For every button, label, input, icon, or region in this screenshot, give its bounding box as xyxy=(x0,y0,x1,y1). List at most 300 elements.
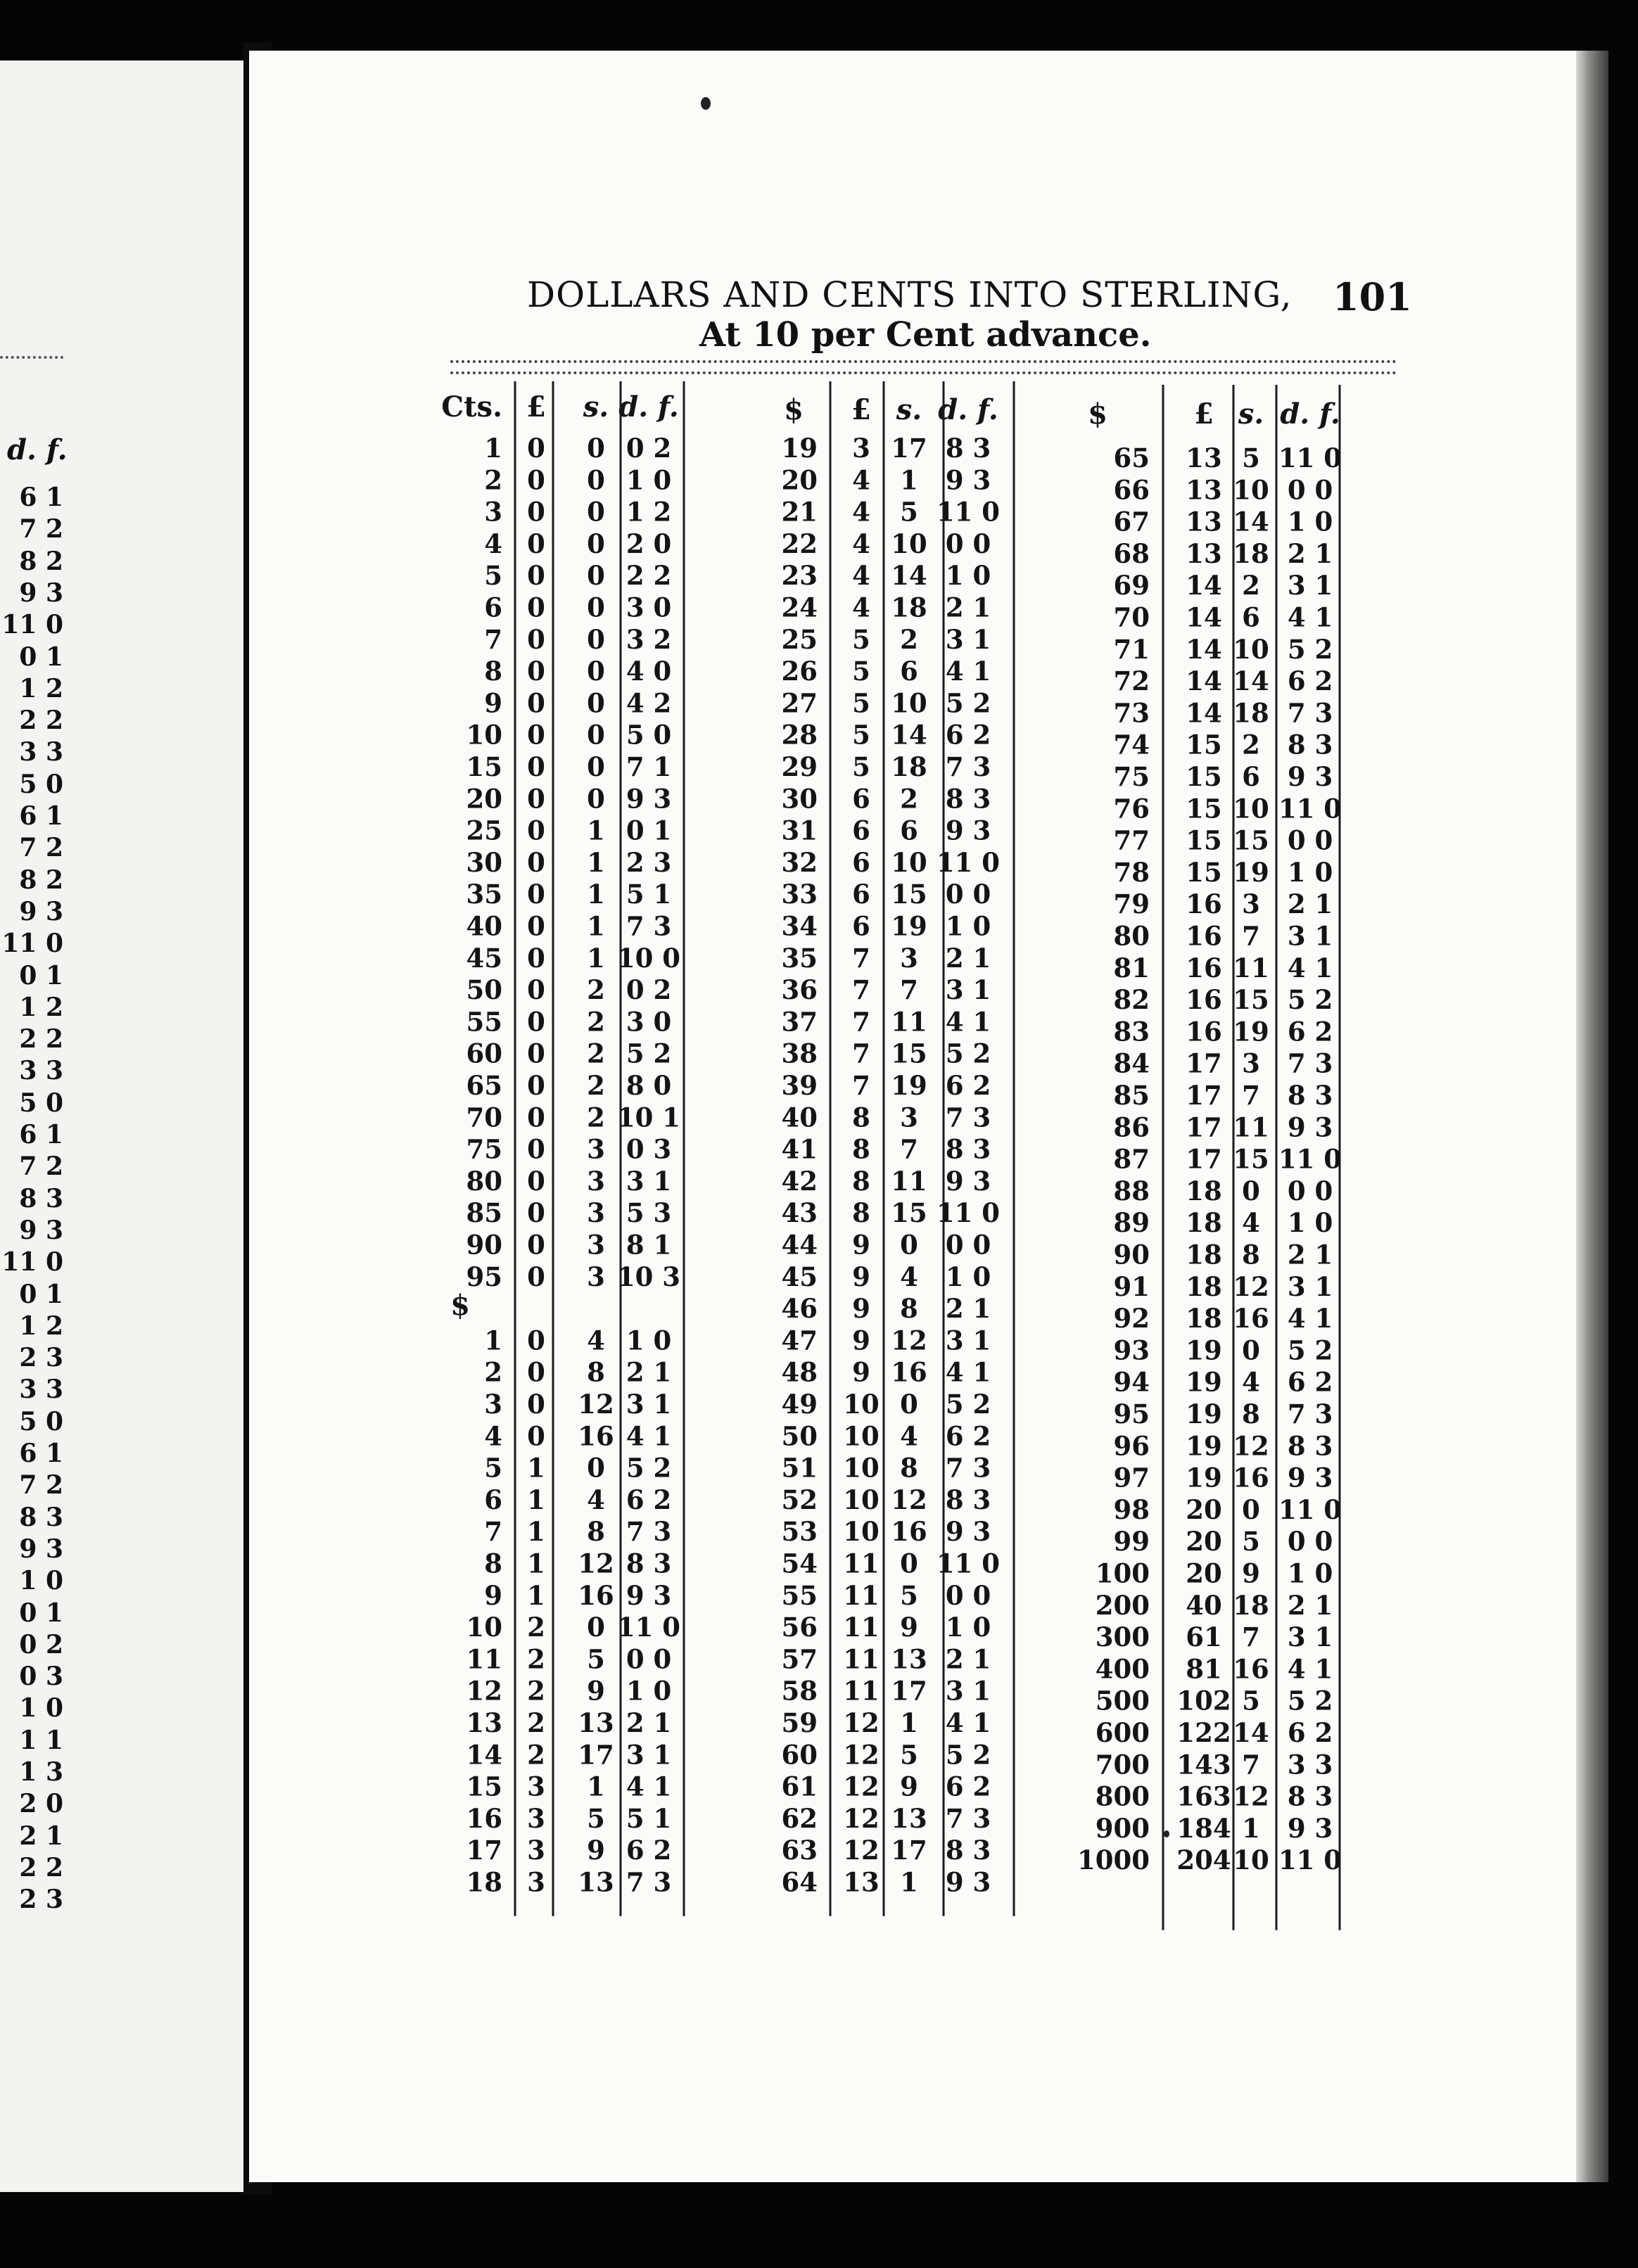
pounds-cell: 19 xyxy=(1186,1399,1222,1429)
shillings-cell: 2 xyxy=(587,1006,605,1038)
shillings-cell: 3 xyxy=(587,1229,605,1261)
left-value: 1 3 xyxy=(19,1757,63,1787)
pence-farthings-cell: 2 1 xyxy=(1287,537,1333,569)
amount-cell: 85 xyxy=(466,1197,502,1229)
shillings-cell: 7 xyxy=(1242,1622,1260,1653)
pence-farthings-cell: 11 0 xyxy=(936,1197,1001,1229)
left-value: 0 1 xyxy=(19,1598,63,1628)
shillings-cell: 5 xyxy=(1242,1526,1260,1557)
amount-cell: 42 xyxy=(781,1165,818,1197)
pence-farthings-cell: 9 3 xyxy=(626,783,672,815)
shillings-cell: 5 xyxy=(587,1643,605,1675)
pence-farthings-cell: 6 2 xyxy=(1287,1366,1333,1398)
pence-farthings-cell: 6 2 xyxy=(1287,1016,1333,1047)
pounds-cell: 1 xyxy=(527,1452,545,1484)
pence-farthings-cell: 11 0 xyxy=(1278,442,1342,473)
shillings-cell: 2 xyxy=(1242,729,1260,760)
pence-farthings-cell: 4 1 xyxy=(945,656,991,687)
shillings-cell: 9 xyxy=(900,1771,918,1802)
shillings-cell: 17 xyxy=(891,433,927,464)
pounds-cell: 14 xyxy=(1186,570,1222,601)
shillings-cell: 10 xyxy=(891,846,927,878)
pounds-cell: 0 xyxy=(527,942,545,974)
left-value: 0 3 xyxy=(19,1662,63,1692)
shillings-cell: 5 xyxy=(900,1579,918,1611)
amount-cell: 22 xyxy=(781,528,818,559)
amount-cell: 73 xyxy=(1113,697,1150,729)
amount-cell: 39 xyxy=(781,1070,818,1101)
pounds-cell: 0 xyxy=(527,464,545,496)
left-value: 0 1 xyxy=(19,1279,63,1309)
pounds-cell: 19 xyxy=(1186,1430,1222,1462)
pounds-cell: 13 xyxy=(843,1866,880,1898)
pounds-cell: 4 xyxy=(852,496,870,528)
amount-cell: 76 xyxy=(1113,793,1150,824)
amount-cell: 68 xyxy=(1113,537,1150,569)
pence-farthings-cell: 0 0 xyxy=(945,1229,991,1261)
amount-cell: 15 xyxy=(466,751,502,782)
shillings-cell: 14 xyxy=(1233,665,1269,697)
shillings-cell: 7 xyxy=(1242,1080,1260,1111)
pence-farthings-cell: 3 1 xyxy=(626,1165,672,1197)
pence-farthings-cell: 0 0 xyxy=(1287,824,1333,856)
pence-farthings-cell: 7 3 xyxy=(626,1866,672,1898)
amount-cell: 9 xyxy=(484,1579,502,1611)
pounds-cell: 2 xyxy=(527,1643,545,1675)
left-value: 2 2 xyxy=(19,1852,63,1882)
shillings-cell: 15 xyxy=(1233,824,1269,856)
pounds-cell: 0 xyxy=(527,687,545,719)
amount-cell: 82 xyxy=(1113,984,1150,1016)
amount-cell: 78 xyxy=(1113,856,1150,888)
shillings-cell: 16 xyxy=(891,1516,927,1548)
header-shillings: s. xyxy=(896,393,922,426)
shillings-cell: 8 xyxy=(587,1356,605,1388)
amount-cell: 6 xyxy=(484,592,502,623)
pence-farthings-cell: 4 1 xyxy=(626,1771,672,1802)
pence-farthings-cell: 4 1 xyxy=(945,1707,991,1738)
left-value: 6 1 xyxy=(19,801,63,831)
pence-farthings-cell: 11 0 xyxy=(1278,793,1342,824)
pence-farthings-cell: 5 2 xyxy=(945,687,991,719)
dotted-rule xyxy=(0,356,63,359)
pounds-cell: 0 xyxy=(527,910,545,942)
pounds-cell: 17 xyxy=(1186,1143,1222,1175)
amount-cell: 8 xyxy=(484,1548,502,1579)
pounds-cell: 2 xyxy=(527,1739,545,1771)
pence-farthings-cell: 3 0 xyxy=(626,1006,672,1038)
pence-farthings-cell: 5 2 xyxy=(1287,1685,1333,1716)
pence-farthings-cell: 7 3 xyxy=(945,1102,991,1133)
shillings-cell: 0 xyxy=(587,1612,605,1643)
amount-cell: 32 xyxy=(781,846,818,878)
table-subtitle: At 10 per Cent advance. xyxy=(699,315,1152,355)
amount-cell: 69 xyxy=(1113,570,1150,601)
left-value: 2 2 xyxy=(19,1024,63,1055)
pounds-cell: 14 xyxy=(1186,633,1222,665)
left-value: 6 1 xyxy=(19,1120,63,1149)
pence-farthings-cell: 9 3 xyxy=(1287,1462,1333,1493)
left-value: 9 3 xyxy=(19,896,63,926)
shillings-cell: 1 xyxy=(900,464,918,496)
shillings-cell: 16 xyxy=(1233,1653,1269,1685)
amount-cell: 7 xyxy=(484,623,502,655)
pounds-cell: 0 xyxy=(527,1325,545,1356)
pence-farthings-cell: 7 1 xyxy=(626,751,672,782)
pounds-cell: 17 xyxy=(1186,1080,1222,1111)
left-value: 0 2 xyxy=(19,1629,63,1659)
amount-cell: 33 xyxy=(781,879,818,910)
amount-cell: 1000 xyxy=(1077,1845,1150,1876)
amount-cell: 200 xyxy=(1095,1589,1150,1621)
pence-farthings-cell: 11 0 xyxy=(616,1612,681,1643)
pence-farthings-cell: 4 1 xyxy=(945,1006,991,1038)
left-value: 1 1 xyxy=(19,1725,63,1755)
pence-farthings-cell: 6 2 xyxy=(945,1420,991,1452)
pounds-cell: 1 xyxy=(527,1579,545,1611)
shillings-cell: 19 xyxy=(1233,856,1269,888)
amount-cell: 24 xyxy=(781,592,818,623)
shillings-cell: 7 xyxy=(1242,920,1260,952)
amount-cell: 45 xyxy=(781,1261,818,1292)
amount-cell: 50 xyxy=(466,974,502,1006)
shillings-cell: 19 xyxy=(1233,1016,1269,1047)
pounds-cell: 13 xyxy=(1186,442,1222,473)
amount-cell: 19 xyxy=(781,433,818,464)
shillings-cell: 0 xyxy=(900,1229,918,1261)
pence-farthings-cell: 1 0 xyxy=(626,1675,672,1707)
pence-farthings-cell: 8 3 xyxy=(945,1835,991,1866)
amount-cell: 98 xyxy=(1113,1493,1150,1525)
amount-cell: 27 xyxy=(781,687,818,719)
left-value: 1 2 xyxy=(19,1311,63,1341)
amount-cell: 75 xyxy=(1113,761,1150,792)
pence-farthings-cell: 11 0 xyxy=(1278,1143,1342,1175)
pence-farthings-cell: 1 0 xyxy=(945,1261,991,1292)
amount-cell: 70 xyxy=(1113,601,1150,633)
shillings-cell: 11 xyxy=(891,1006,927,1038)
shillings-cell: 10 xyxy=(891,528,927,559)
amount-cell: 93 xyxy=(1113,1334,1150,1366)
pounds-cell: 10 xyxy=(843,1452,880,1484)
shillings-cell: 2 xyxy=(587,1038,605,1069)
pence-farthings-cell: 2 1 xyxy=(1287,1239,1333,1270)
shillings-cell: 18 xyxy=(1233,537,1269,569)
shillings-cell: 1 xyxy=(587,910,605,942)
pence-farthings-cell: 9 3 xyxy=(945,464,991,496)
amount-cell: 800 xyxy=(1095,1780,1150,1812)
pounds-cell: 20 xyxy=(1186,1526,1222,1557)
pence-farthings-cell: 8 3 xyxy=(1287,1780,1333,1812)
pounds-cell: 14 xyxy=(1186,601,1222,633)
amount-cell: 31 xyxy=(781,815,818,846)
shillings-cell: 12 xyxy=(891,1325,927,1356)
pence-farthings-cell: 0 2 xyxy=(626,974,672,1006)
pence-farthings-cell: 0 0 xyxy=(626,1643,672,1675)
pence-farthings-cell: 7 3 xyxy=(945,1452,991,1484)
shillings-cell: 18 xyxy=(891,592,927,623)
pounds-cell: 204 xyxy=(1176,1845,1231,1876)
shillings-cell: 18 xyxy=(1233,1589,1269,1621)
pounds-cell: 11 xyxy=(843,1643,880,1675)
pence-farthings-cell: 0 2 xyxy=(626,433,672,464)
pounds-cell: 0 xyxy=(527,719,545,751)
header-dollars: $ xyxy=(784,393,804,426)
pounds-cell: 12 xyxy=(843,1802,880,1834)
pence-farthings-cell: 4 1 xyxy=(945,1356,991,1388)
pence-farthings-cell: 6 2 xyxy=(1287,665,1333,697)
left-value: 11 0 xyxy=(1,1247,63,1278)
shillings-cell: 8 xyxy=(1242,1239,1260,1270)
pounds-cell: 13 xyxy=(1186,537,1222,569)
pounds-cell: 6 xyxy=(852,815,870,846)
amount-cell: 49 xyxy=(781,1389,818,1420)
pounds-cell: 14 xyxy=(1186,697,1222,729)
shillings-cell: 15 xyxy=(891,1038,927,1069)
pence-farthings-cell: 3 1 xyxy=(945,974,991,1006)
amount-cell: 92 xyxy=(1113,1303,1150,1334)
amount-cell: 95 xyxy=(466,1261,502,1292)
shillings-cell: 0 xyxy=(587,687,605,719)
pounds-cell: 0 xyxy=(527,433,545,464)
left-value: 2 1 xyxy=(19,1821,63,1851)
shillings-cell: 10 xyxy=(1233,793,1269,824)
shillings-cell: 1 xyxy=(587,846,605,878)
shillings-cell: 17 xyxy=(891,1675,927,1707)
pence-farthings-cell: 0 0 xyxy=(945,528,991,559)
pounds-cell: 12 xyxy=(843,1771,880,1802)
pounds-cell: 3 xyxy=(527,1802,545,1834)
pounds-cell: 17 xyxy=(1186,1047,1222,1079)
amount-cell: 37 xyxy=(781,1006,818,1038)
shillings-cell: 3 xyxy=(1242,888,1260,920)
amount-cell: 64 xyxy=(781,1866,818,1898)
pence-farthings-cell: 8 3 xyxy=(1287,729,1333,760)
pence-farthings-cell: 2 1 xyxy=(945,1643,991,1675)
left-value: 3 3 xyxy=(19,1056,63,1086)
shillings-cell: 0 xyxy=(1242,1175,1260,1206)
amount-cell: 87 xyxy=(1113,1143,1150,1175)
pounds-cell: 19 xyxy=(1186,1366,1222,1398)
shillings-cell: 18 xyxy=(1233,697,1269,729)
amount-cell: 30 xyxy=(781,783,818,815)
pounds-cell: 9 xyxy=(852,1293,870,1325)
shillings-cell: 6 xyxy=(1242,601,1260,633)
amount-cell: 44 xyxy=(781,1229,818,1261)
amount-cell: 300 xyxy=(1095,1622,1150,1653)
ink-speck xyxy=(1164,1830,1169,1837)
pounds-cell: 20 xyxy=(1186,1557,1222,1589)
pence-farthings-cell: 5 2 xyxy=(1287,633,1333,665)
pounds-cell: 15 xyxy=(1186,729,1222,760)
pounds-cell: 3 xyxy=(527,1866,545,1898)
dollar-section-marker: $ xyxy=(450,1289,470,1323)
pence-farthings-cell: 5 2 xyxy=(945,1739,991,1771)
shillings-cell: 9 xyxy=(587,1835,605,1866)
shillings-cell: 11 xyxy=(1233,952,1269,983)
shillings-cell: 1 xyxy=(1242,1812,1260,1844)
pounds-cell: 16 xyxy=(1186,952,1222,983)
pounds-cell: 122 xyxy=(1176,1717,1231,1748)
shillings-cell: 13 xyxy=(891,1643,927,1675)
pounds-cell: 0 xyxy=(527,751,545,782)
shillings-cell: 12 xyxy=(1233,1430,1269,1462)
shillings-cell: 16 xyxy=(891,1356,927,1388)
shillings-cell: 7 xyxy=(900,974,918,1006)
shillings-cell: 11 xyxy=(1233,1111,1269,1143)
pounds-cell: 10 xyxy=(843,1516,880,1548)
left-value: 9 3 xyxy=(19,578,63,608)
pounds-cell: 19 xyxy=(1186,1462,1222,1493)
amount-cell: 55 xyxy=(466,1006,502,1038)
pence-farthings-cell: 2 1 xyxy=(945,942,991,974)
shillings-cell: 17 xyxy=(578,1739,614,1771)
amount-cell: 70 xyxy=(466,1102,502,1133)
pounds-cell: 9 xyxy=(852,1261,870,1292)
pence-farthings-cell: 3 1 xyxy=(1287,1622,1333,1653)
pounds-cell: 15 xyxy=(1186,824,1222,856)
pounds-cell: 5 xyxy=(852,687,870,719)
pounds-cell: 0 xyxy=(527,1165,545,1197)
shillings-cell: 2 xyxy=(900,623,918,655)
pounds-cell: 6 xyxy=(852,910,870,942)
amount-cell: 88 xyxy=(1113,1175,1150,1206)
amount-cell: 51 xyxy=(781,1452,818,1484)
pence-farthings-cell: 8 3 xyxy=(626,1548,672,1579)
left-value: 8 3 xyxy=(19,1183,63,1213)
pounds-cell: 17 xyxy=(1186,1111,1222,1143)
shillings-cell: 5 xyxy=(587,1802,605,1834)
left-column-header: d. f. xyxy=(7,433,68,466)
amount-cell: 13 xyxy=(466,1707,502,1738)
pounds-cell: 14 xyxy=(1186,665,1222,697)
pence-farthings-cell: 1 0 xyxy=(626,1325,672,1356)
pounds-cell: 7 xyxy=(852,942,870,974)
pence-farthings-cell: 1 0 xyxy=(626,464,672,496)
pounds-cell: 5 xyxy=(852,656,870,687)
left-value: 7 2 xyxy=(19,1470,63,1501)
pounds-cell: 18 xyxy=(1186,1239,1222,1270)
shillings-cell: 3 xyxy=(587,1261,605,1292)
left-value: 5 0 xyxy=(19,769,63,799)
amount-cell: 96 xyxy=(1113,1430,1150,1462)
amount-cell: 79 xyxy=(1113,888,1150,920)
pence-farthings-cell: 3 1 xyxy=(1287,570,1333,601)
pence-farthings-cell: 0 1 xyxy=(626,815,672,846)
pence-farthings-cell: 0 0 xyxy=(1287,474,1333,506)
left-value: 7 2 xyxy=(19,1152,63,1182)
pounds-cell: 0 xyxy=(527,560,545,592)
pence-farthings-cell: 8 3 xyxy=(945,783,991,815)
pounds-cell: 0 xyxy=(527,1070,545,1101)
amount-cell: 26 xyxy=(781,656,818,687)
header-pence-farthings: d. f. xyxy=(1280,397,1340,431)
amount-cell: 100 xyxy=(1095,1557,1150,1589)
pounds-cell: 11 xyxy=(843,1579,880,1611)
header-shillings: s. xyxy=(1238,397,1264,431)
pence-farthings-cell: 5 2 xyxy=(945,1038,991,1069)
left-value: 5 0 xyxy=(19,1088,63,1118)
shillings-cell: 0 xyxy=(587,433,605,464)
pence-farthings-cell: 9 3 xyxy=(945,1165,991,1197)
pence-farthings-cell: 3 1 xyxy=(1287,1270,1333,1302)
pounds-cell: 13 xyxy=(1186,506,1222,537)
pence-farthings-cell: 7 3 xyxy=(945,1802,991,1834)
pounds-cell: 9 xyxy=(852,1356,870,1388)
amount-cell: 500 xyxy=(1095,1685,1150,1716)
pence-farthings-cell: 6 2 xyxy=(626,1484,672,1515)
pounds-cell: 12 xyxy=(843,1835,880,1866)
pounds-cell: 11 xyxy=(843,1548,880,1579)
amount-cell: 11 xyxy=(466,1643,502,1675)
pence-farthings-cell: 8 3 xyxy=(1287,1080,1333,1111)
shillings-cell: 9 xyxy=(587,1675,605,1707)
pounds-cell: 7 xyxy=(852,974,870,1006)
shillings-cell: 10 xyxy=(1233,1845,1269,1876)
left-value: 1 0 xyxy=(19,1566,63,1596)
pence-farthings-cell: 4 1 xyxy=(626,1420,672,1452)
pounds-cell: 4 xyxy=(852,464,870,496)
shillings-cell: 17 xyxy=(891,1835,927,1866)
pounds-cell: 10 xyxy=(843,1389,880,1420)
shillings-cell: 1 xyxy=(587,1771,605,1802)
pence-farthings-cell: 4 1 xyxy=(1287,1303,1333,1334)
pence-farthings-cell: 2 2 xyxy=(626,560,672,592)
amount-cell: 4 xyxy=(484,1420,502,1452)
amount-cell: 47 xyxy=(781,1325,818,1356)
amount-cell: 48 xyxy=(781,1356,818,1388)
pence-farthings-cell: 11 0 xyxy=(936,1548,1001,1579)
amount-cell: 9 xyxy=(484,687,502,719)
amount-cell: 90 xyxy=(1113,1239,1150,1270)
amount-cell: 2 xyxy=(484,1356,502,1388)
pounds-cell: 4 xyxy=(852,528,870,559)
pence-farthings-cell: 6 2 xyxy=(945,1070,991,1101)
pounds-cell: 40 xyxy=(1186,1589,1222,1621)
shillings-cell: 16 xyxy=(1233,1462,1269,1493)
shillings-cell: 2 xyxy=(587,974,605,1006)
amount-cell: 41 xyxy=(781,1133,818,1165)
left-value: 8 2 xyxy=(19,865,63,895)
shillings-cell: 4 xyxy=(587,1484,605,1515)
shillings-cell: 0 xyxy=(1242,1334,1260,1366)
header-pence-farthings: d. f. xyxy=(938,393,998,426)
pence-farthings-cell: 5 0 xyxy=(626,719,672,751)
amount-cell: 74 xyxy=(1113,729,1150,760)
pence-farthings-cell: 4 0 xyxy=(626,656,672,687)
header-pounds: £ xyxy=(1194,397,1214,431)
pence-farthings-cell: 6 2 xyxy=(945,719,991,751)
amount-cell: 57 xyxy=(781,1643,818,1675)
shillings-cell: 0 xyxy=(900,1389,918,1420)
amount-cell: 63 xyxy=(781,1835,818,1866)
pounds-cell: 11 xyxy=(843,1675,880,1707)
pounds-cell: 9 xyxy=(852,1325,870,1356)
pounds-cell: 6 xyxy=(852,783,870,815)
pence-farthings-cell: 4 1 xyxy=(1287,601,1333,633)
shillings-cell: 2 xyxy=(900,783,918,815)
pence-farthings-cell: 5 3 xyxy=(626,1197,672,1229)
amount-cell: 80 xyxy=(466,1165,502,1197)
amount-cell: 85 xyxy=(1113,1080,1150,1111)
pounds-cell: 18 xyxy=(1186,1175,1222,1206)
shillings-cell: 4 xyxy=(900,1261,918,1292)
shillings-cell: 6 xyxy=(900,815,918,846)
shillings-cell: 9 xyxy=(1242,1557,1260,1589)
pounds-cell: 102 xyxy=(1176,1685,1231,1716)
left-value: 3 3 xyxy=(19,737,63,767)
pence-farthings-cell: 11 0 xyxy=(1278,1845,1342,1876)
